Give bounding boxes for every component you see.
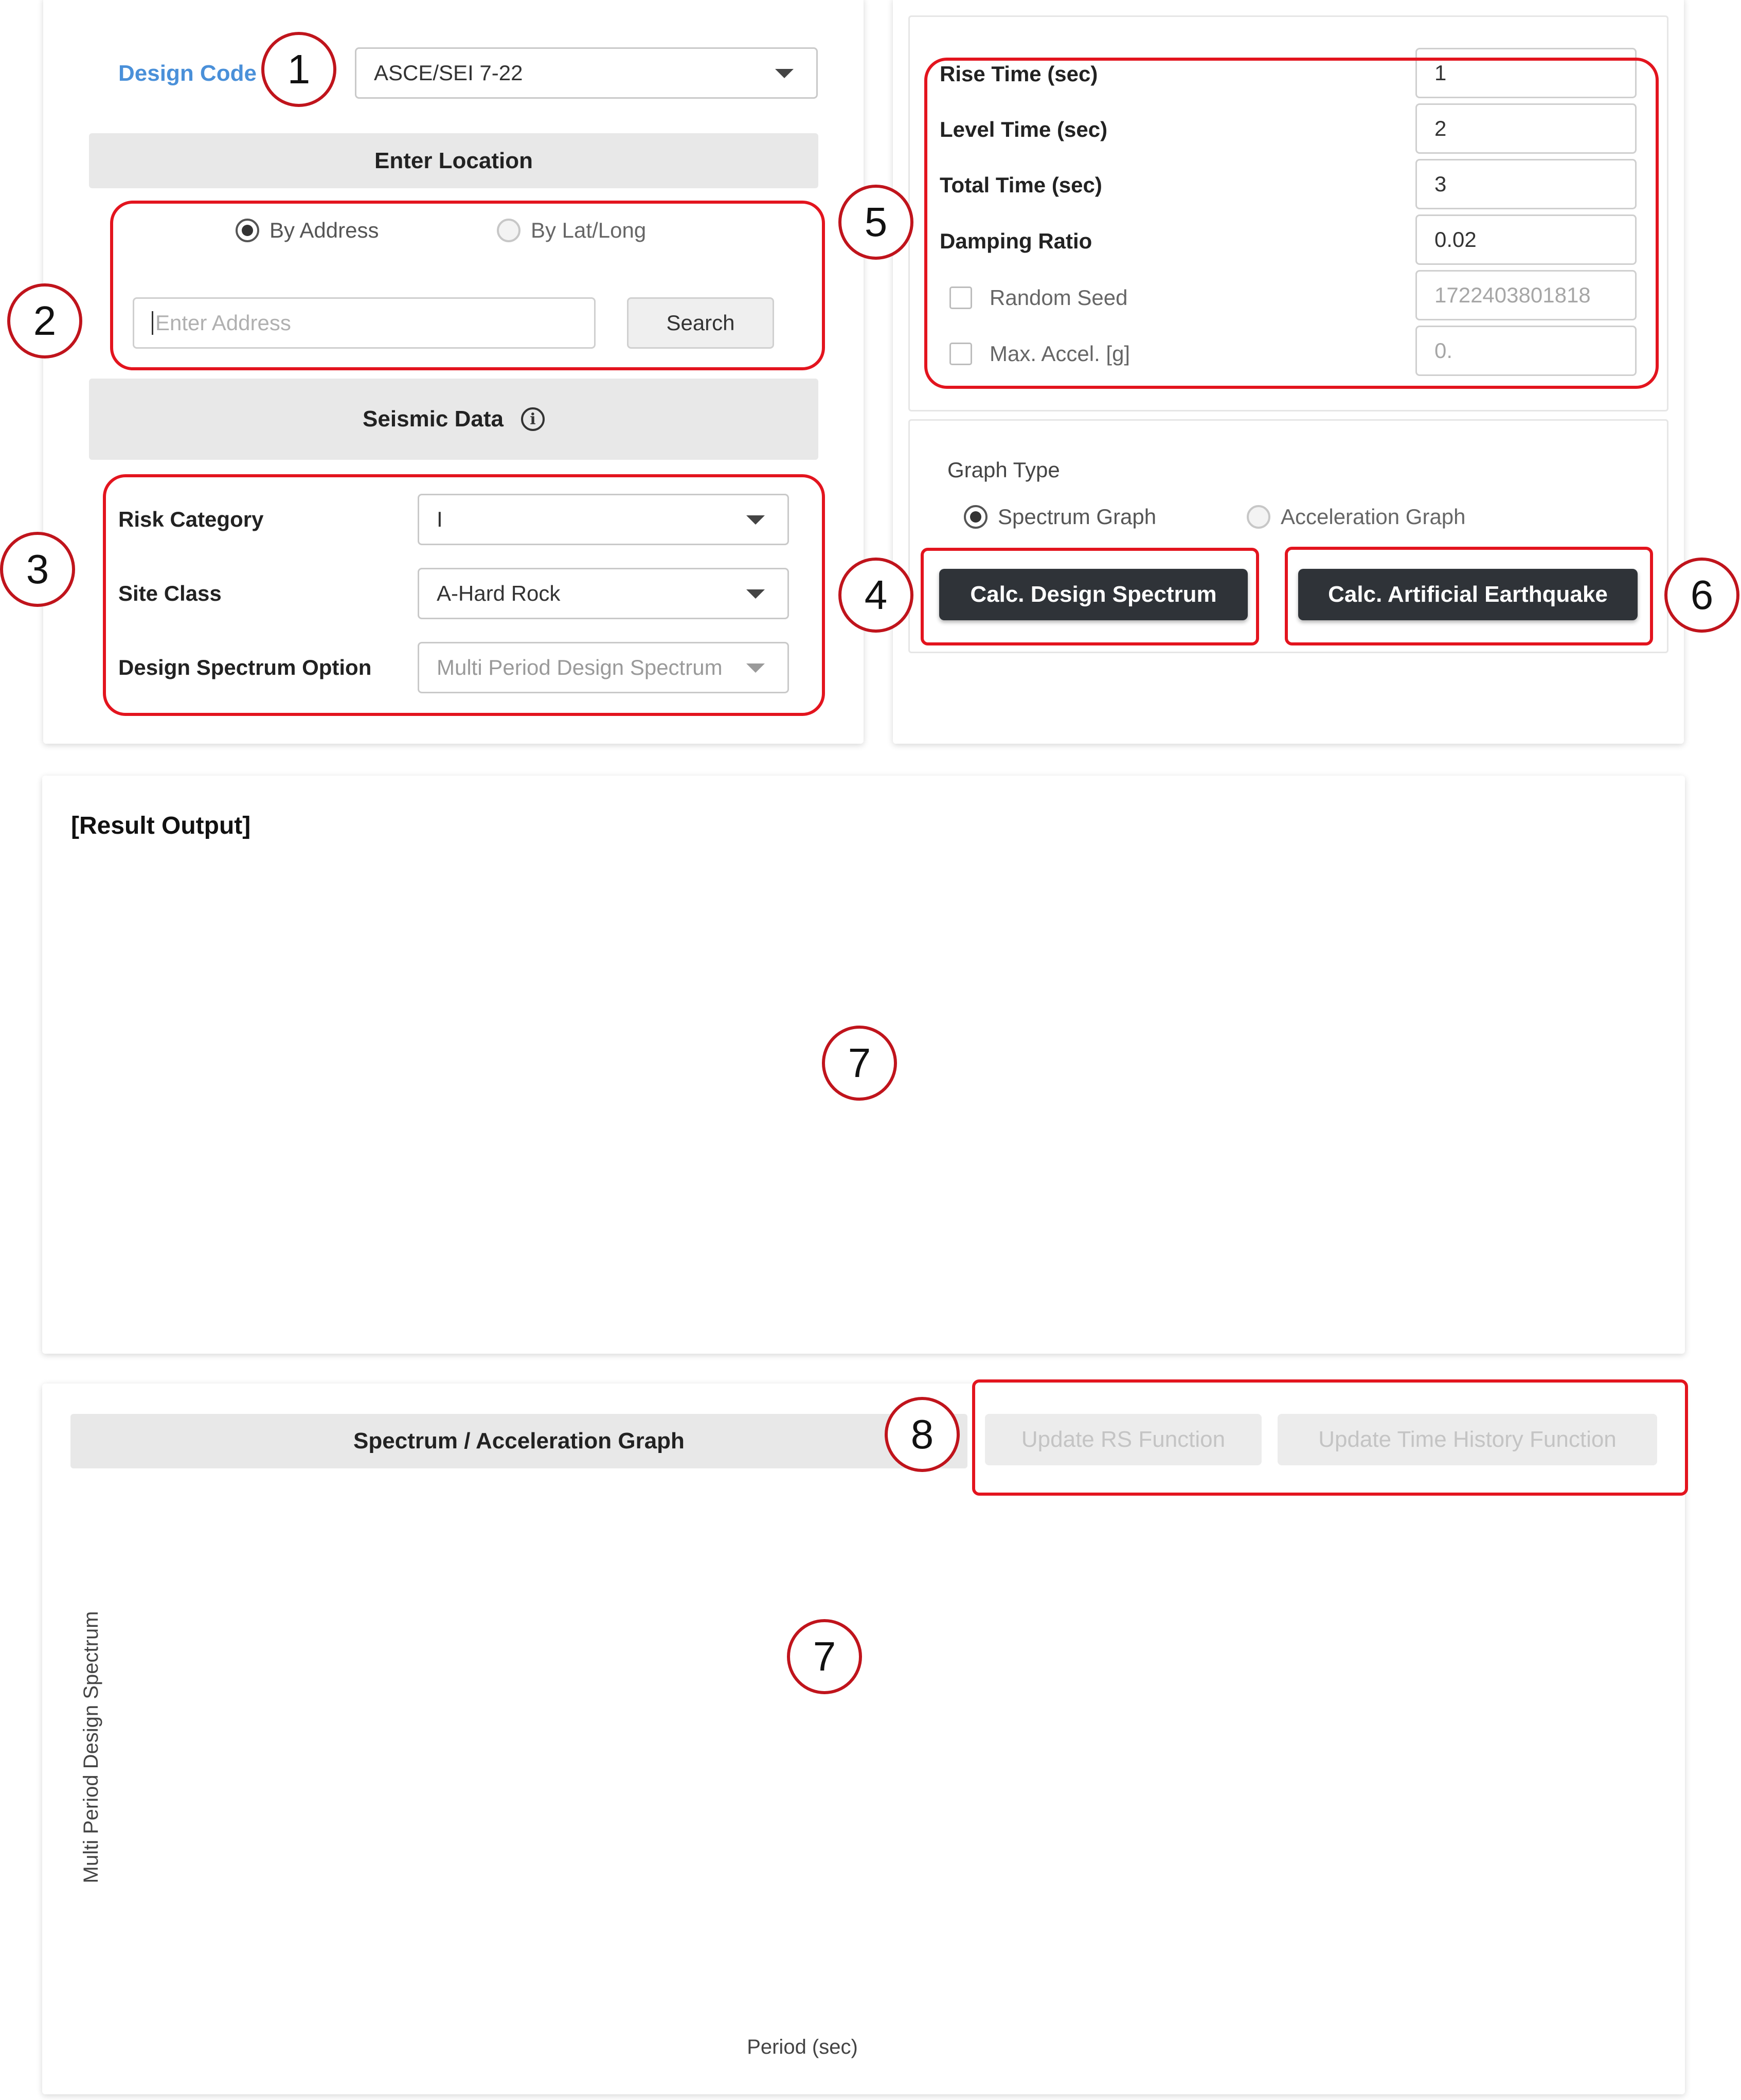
max-accel-label: Max. Accel. [g] [990, 342, 1130, 366]
level-time-label: Level Time (sec) [940, 117, 1108, 141]
marker-3: 3 [0, 532, 75, 607]
marker-7-result: 7 [822, 1026, 897, 1101]
marker-1: 1 [261, 32, 336, 107]
marker-6: 6 [1664, 558, 1739, 633]
damping-ratio-input[interactable] [1415, 214, 1637, 265]
random-seed-checkbox-row[interactable] [949, 285, 1128, 310]
marker-5: 5 [838, 185, 913, 260]
y-axis-label: Multi Period Design Spectrum [80, 1611, 102, 1883]
risk-category-value: I [437, 507, 443, 531]
total-time-value: 3 [1434, 172, 1447, 196]
max-accel-checkbox-row[interactable] [949, 342, 1130, 366]
random-seed-label: Random Seed [990, 285, 1128, 310]
spectrum-graph-label: Spectrum Graph [998, 505, 1157, 529]
design-code-value: ASCE/SEI 7-22 [374, 61, 523, 85]
calc-artificial-earthquake-button[interactable]: Calc. Artificial Earthquake [1298, 569, 1638, 620]
site-class-value: A-Hard Rock [437, 581, 561, 605]
graph-type-label: Graph Type [947, 458, 1060, 482]
risk-category-select[interactable] [418, 494, 789, 545]
max-accel-checkbox[interactable] [949, 343, 972, 365]
rise-time-label: Rise Time (sec) [940, 62, 1098, 86]
level-time-input[interactable] [1415, 103, 1637, 154]
address-placeholder: Enter Address [155, 311, 291, 335]
design-spectrum-option-label: Design Spectrum Option [118, 655, 372, 679]
result-output-title: [Result Output] [71, 812, 251, 839]
design-code-select[interactable] [355, 47, 818, 99]
damping-ratio-value: 0.02 [1434, 227, 1477, 252]
location-panel [43, 0, 864, 744]
graph-header [70, 1414, 967, 1468]
by-address-label: By Address [270, 218, 379, 242]
damping-ratio-label: Damping Ratio [940, 229, 1092, 253]
seismic-data-header [89, 379, 818, 460]
marker-2: 2 [7, 283, 82, 358]
search-button[interactable]: Search [627, 297, 774, 349]
total-time-input[interactable] [1415, 159, 1637, 209]
radio-by-address[interactable] [236, 218, 379, 243]
radio-unselected-icon [497, 219, 520, 242]
acceleration-graph-label: Acceleration Graph [1281, 505, 1466, 529]
graph-panel [42, 1384, 1685, 2094]
site-class-select[interactable] [418, 568, 789, 619]
design-spectrum-option-select [418, 642, 789, 693]
max-accel-input [1415, 326, 1637, 376]
radio-by-latlong[interactable] [497, 218, 646, 243]
design-code-label: Design Code [118, 61, 257, 86]
radio-selected-icon [236, 219, 259, 242]
level-time-value: 2 [1434, 116, 1447, 140]
enter-location-header [89, 133, 818, 188]
total-time-label: Total Time (sec) [940, 173, 1102, 197]
design-spectrum-option-value: Multi Period Design Spectrum [437, 655, 723, 679]
radio-selected-icon [964, 505, 988, 529]
enter-location-title: Enter Location [374, 148, 533, 173]
rise-time-input[interactable] [1415, 48, 1637, 98]
chevron-down-icon [775, 69, 794, 78]
address-input[interactable] [133, 297, 596, 349]
update-time-history-function-button[interactable]: Update Time History Function [1278, 1414, 1657, 1465]
update-rs-function-button[interactable]: Update RS Function [985, 1414, 1262, 1465]
graph-header-title: Spectrum / Acceleration Graph [353, 1428, 685, 1453]
random-seed-value: 1722403801818 [1434, 283, 1591, 307]
by-latlong-label: By Lat/Long [531, 218, 647, 242]
radio-spectrum-graph[interactable] [964, 505, 1156, 529]
x-axis-label: Period (sec) [747, 2036, 858, 2058]
marker-7-graph: 7 [787, 1619, 862, 1694]
info-icon[interactable]: i [521, 407, 545, 431]
site-class-label: Site Class [118, 581, 222, 605]
seismic-data-title: Seismic Data [363, 406, 504, 432]
calc-design-spectrum-button[interactable]: Calc. Design Spectrum [939, 569, 1248, 620]
random-seed-input [1415, 270, 1637, 320]
marker-8: 8 [885, 1397, 960, 1472]
chevron-down-icon [746, 663, 765, 673]
chevron-down-icon [746, 589, 765, 599]
max-accel-value: 0. [1434, 338, 1453, 363]
radio-acceleration-graph[interactable] [1247, 505, 1466, 529]
rise-time-value: 1 [1434, 61, 1447, 85]
marker-4: 4 [838, 558, 913, 633]
risk-category-label: Risk Category [118, 507, 264, 531]
random-seed-checkbox[interactable] [949, 286, 972, 309]
radio-unselected-icon [1247, 505, 1270, 529]
chevron-down-icon [746, 515, 765, 525]
